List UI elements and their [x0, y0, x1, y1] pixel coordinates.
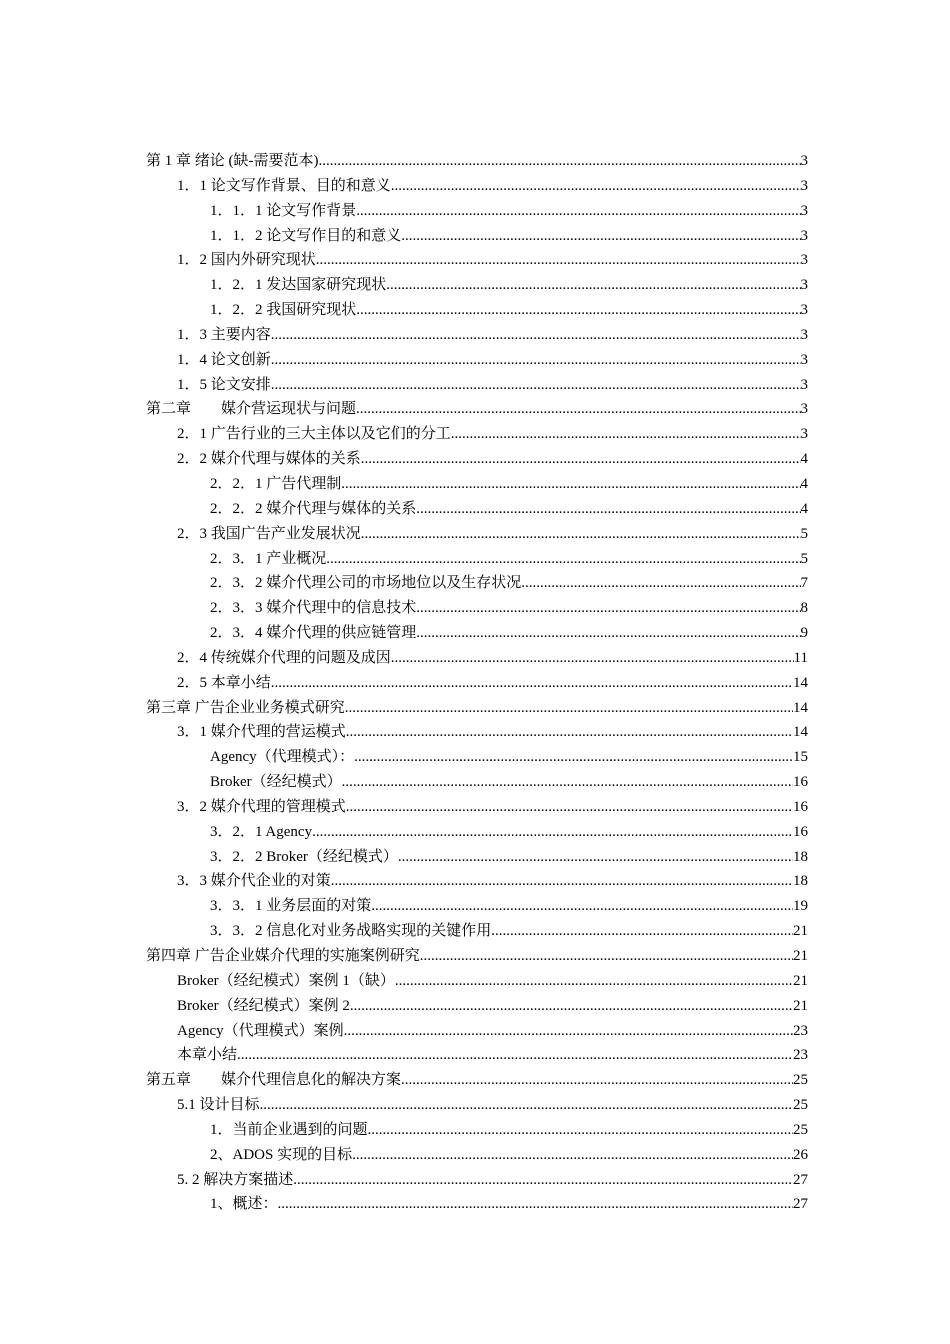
- toc-entry-title: 第 1 章 绪论 (缺-需要范本): [146, 153, 319, 169]
- toc-entry-page-number: 3: [800, 252, 808, 269]
- toc-entry-page-number: 3: [800, 177, 808, 194]
- toc-entry[interactable]: [146, 1093, 808, 1118]
- toc-entry[interactable]: [146, 894, 808, 919]
- toc-entry[interactable]: [146, 869, 808, 894]
- toc-dot-leader: [316, 248, 801, 273]
- toc-entry-title: 2．2．1 广告代理制: [210, 475, 342, 492]
- toc-entry-title: 2．3．1 产业概况: [210, 550, 327, 567]
- toc-dot-leader: [237, 1043, 793, 1068]
- toc-dot-leader: [354, 745, 793, 770]
- toc-dot-leader: [345, 696, 793, 721]
- toc-entry-title: 5.1 设计目标: [177, 1097, 260, 1114]
- toc-entry[interactable]: [146, 547, 808, 572]
- toc-dot-leader: [344, 1019, 793, 1044]
- toc-entry-title: 1．1．1 论文写作背景: [210, 202, 357, 219]
- toc-dot-leader: [346, 720, 793, 745]
- toc-entry[interactable]: [146, 472, 808, 497]
- toc-entry-page-number: 3: [800, 202, 808, 219]
- toc-entry[interactable]: [146, 248, 808, 273]
- toc-entry-page-number: 14: [793, 699, 808, 716]
- toc-entry[interactable]: [146, 1019, 808, 1044]
- toc-entry-page-number: 3: [800, 351, 808, 368]
- toc-entry-title: 1．当前企业遇到的问题: [210, 1121, 368, 1138]
- toc-entry-title: 2．4 传统媒介代理的问题及成因: [177, 649, 391, 666]
- toc-dot-leader: [391, 174, 801, 199]
- toc-entry-page-number: 16: [793, 798, 808, 815]
- toc-entry-title: 2．2．2 媒介代理与媒体的关系: [210, 500, 417, 517]
- toc-entry-title: 1．4 论文创新: [177, 351, 271, 368]
- toc-entry[interactable]: [146, 969, 808, 994]
- table-of-contents: [146, 149, 808, 1217]
- toc-entry-page-number: 23: [793, 1022, 808, 1039]
- toc-entry-page-number: 7: [800, 575, 808, 592]
- toc-entry-title: 1、概述：: [210, 1196, 278, 1213]
- toc-entry[interactable]: [146, 224, 808, 249]
- toc-entry-page-number: 21: [793, 972, 808, 989]
- toc-entry-title: 1．1．2 论文写作目的和意义: [210, 227, 402, 244]
- toc-entry-title: 2．3 我国广告产业发展状况: [177, 525, 361, 542]
- toc-entry-page-number: 14: [793, 724, 808, 741]
- toc-entry-page-number: 16: [793, 823, 808, 840]
- toc-entry-page-number: 3: [800, 426, 808, 443]
- toc-entry[interactable]: [146, 571, 808, 596]
- toc-dot-leader: [271, 373, 801, 398]
- toc-entry[interactable]: [146, 596, 808, 621]
- toc-entry-title: 1．2．2 我国研究现状: [210, 302, 357, 319]
- toc-entry-title: 3．3．1 业务层面的对策: [210, 898, 372, 915]
- toc-entry[interactable]: [146, 994, 808, 1019]
- toc-entry-page-number: 3: [800, 277, 808, 294]
- toc-entry-page-number: 9: [800, 625, 808, 642]
- toc-entry-page-number: 23: [793, 1047, 808, 1064]
- toc-entry-page-number: 27: [793, 1171, 808, 1188]
- toc-entry[interactable]: [146, 795, 808, 820]
- toc-dot-leader: [346, 795, 793, 820]
- toc-entry[interactable]: [146, 1068, 808, 1093]
- toc-entry-title: 2．1 广告行业的三大主体以及它们的分工: [177, 426, 451, 443]
- toc-entry-page-number: 25: [793, 1097, 808, 1114]
- toc-entry-page-number: 14: [793, 674, 808, 691]
- toc-entry-title: 2、ADOS 实现的目标: [210, 1146, 353, 1163]
- toc-dot-leader: [352, 1143, 793, 1168]
- toc-entry[interactable]: [146, 671, 808, 696]
- toc-dot-leader: [401, 1068, 793, 1093]
- toc-dot-leader: [521, 571, 800, 596]
- toc-entry[interactable]: [146, 373, 808, 398]
- toc-dot-leader: [398, 845, 793, 870]
- toc-entry[interactable]: [146, 720, 808, 745]
- toc-entry-title: 2．5 本章小结: [177, 674, 271, 691]
- toc-entry-page-number: 19: [793, 898, 808, 915]
- toc-entry-page-number: 18: [793, 873, 808, 890]
- toc-dot-leader: [420, 944, 793, 969]
- toc-dot-leader: [361, 522, 801, 547]
- toc-entry[interactable]: [146, 273, 808, 298]
- toc-dot-leader: [331, 869, 793, 894]
- toc-entry-title: Agency（代理模式）：: [210, 749, 355, 766]
- toc-entry-page-number: 16: [793, 774, 808, 791]
- toc-entry-title: 3．3．2 信息化对业务战略实现的关键作用: [210, 923, 492, 940]
- toc-dot-leader: [350, 994, 793, 1019]
- toc-dot-leader: [451, 422, 801, 447]
- toc-entry-title: 3．2．2 Broker（经纪模式）: [210, 848, 398, 865]
- toc-entry[interactable]: [146, 298, 808, 323]
- toc-entry-title: 3．3 媒介代企业的对策: [177, 873, 331, 890]
- toc-entry-page-number: 4: [800, 451, 808, 468]
- toc-entry-page-number: 3: [800, 401, 808, 418]
- toc-entry-page-number: 3: [800, 326, 808, 343]
- toc-entry-page-number: 21: [793, 997, 808, 1014]
- toc-dot-leader: [386, 273, 800, 298]
- toc-entry-page-number: 25: [793, 1121, 808, 1138]
- toc-entry-page-number: 5: [800, 550, 808, 567]
- toc-dot-leader: [416, 621, 800, 646]
- toc-entry[interactable]: [146, 1143, 808, 1168]
- toc-dot-leader: [271, 348, 801, 373]
- toc-dot-leader: [356, 298, 800, 323]
- toc-dot-leader: [401, 224, 800, 249]
- toc-entry-title: 3．2 媒介代理的管理模式: [177, 798, 346, 815]
- toc-dot-leader: [260, 1093, 793, 1118]
- toc-dot-leader: [416, 596, 800, 621]
- toc-entry-title: 1．2．1 发达国家研究现状: [210, 277, 387, 294]
- toc-entry[interactable]: [146, 845, 808, 870]
- toc-entry[interactable]: [146, 149, 808, 174]
- toc-entry[interactable]: [146, 944, 808, 969]
- toc-entry-page-number: 3: [800, 227, 808, 244]
- toc-entry[interactable]: [146, 397, 808, 422]
- toc-entry-title: 2．3．4 媒介代理的供应链管理: [210, 625, 417, 642]
- toc-entry-title: Broker（经纪模式）案例 2: [177, 997, 350, 1014]
- toc-entry[interactable]: [146, 497, 808, 522]
- toc-entry-page-number: 4: [800, 500, 808, 517]
- toc-entry-page-number: 8: [800, 600, 808, 617]
- toc-dot-leader: [356, 397, 800, 422]
- toc-entry-page-number: 21: [793, 948, 808, 964]
- toc-entry[interactable]: [146, 174, 808, 199]
- toc-dot-leader: [312, 820, 793, 845]
- toc-entry-page-number: 11: [793, 649, 808, 666]
- toc-entry-title: 3．2．1 Agency: [210, 823, 313, 840]
- toc-entry-title: 2．2 媒介代理与媒体的关系: [177, 451, 361, 468]
- toc-entry-page-number: 25: [793, 1072, 808, 1089]
- toc-entry[interactable]: [146, 1043, 808, 1068]
- toc-entry-title: 第五章 媒介代理信息化的解决方案: [146, 1072, 402, 1089]
- toc-dot-leader: [278, 1192, 793, 1217]
- toc-dot-leader: [293, 1168, 793, 1193]
- toc-entry-page-number: 26: [793, 1146, 808, 1163]
- toc-entry[interactable]: [146, 646, 808, 671]
- toc-dot-leader: [491, 919, 793, 944]
- toc-entry[interactable]: [146, 770, 808, 795]
- toc-entry[interactable]: [146, 621, 808, 646]
- toc-entry[interactable]: [146, 199, 808, 224]
- toc-entry-page-number: 4: [800, 475, 808, 492]
- toc-entry-title: 第四章 广告企业媒介代理的实施案例研究: [146, 948, 420, 964]
- toc-entry-title: 3．1 媒介代理的营运模式: [177, 724, 346, 741]
- toc-entry-page-number: 27: [793, 1196, 808, 1213]
- toc-dot-leader: [319, 149, 801, 174]
- toc-entry-page-number: 3: [800, 302, 808, 319]
- toc-entry[interactable]: [146, 696, 808, 721]
- toc-entry[interactable]: [146, 323, 808, 348]
- toc-entry-title: 5. 2 解决方案描述: [177, 1171, 294, 1188]
- toc-entry[interactable]: [146, 1168, 808, 1193]
- toc-dot-leader: [271, 671, 793, 696]
- toc-entry-page-number: 3: [800, 153, 808, 169]
- toc-dot-leader: [416, 497, 800, 522]
- toc-dot-leader: [342, 770, 793, 795]
- toc-entry-title: Agency（代理模式）案例: [177, 1022, 344, 1039]
- toc-entry-title: 第三章 广告企业业务模式研究: [146, 699, 345, 716]
- toc-dot-leader: [361, 447, 801, 472]
- toc-entry[interactable]: [146, 919, 808, 944]
- toc-dot-leader: [395, 969, 793, 994]
- toc-entry-page-number: 18: [793, 848, 808, 865]
- toc-entry-title: 2．3．3 媒介代理中的信息技术: [210, 600, 417, 617]
- toc-entry[interactable]: [146, 348, 808, 373]
- toc-entry[interactable]: [146, 447, 808, 472]
- toc-dot-leader: [271, 323, 801, 348]
- toc-entry[interactable]: [146, 745, 808, 770]
- toc-dot-leader: [368, 1118, 793, 1143]
- toc-entry-page-number: 15: [793, 749, 808, 766]
- toc-entry-title: 1．3 主要内容: [177, 326, 271, 343]
- toc-entry-page-number: 3: [800, 376, 808, 393]
- toc-entry-title: Broker（经纪模式）: [210, 774, 342, 791]
- toc-entry-title: Broker（经纪模式）案例 1（缺）: [177, 972, 395, 989]
- toc-entry[interactable]: [146, 422, 808, 447]
- toc-entry-page-number: 5: [800, 525, 808, 542]
- toc-entry-title: 本章小结: [177, 1047, 238, 1064]
- toc-dot-leader: [356, 199, 800, 224]
- toc-entry[interactable]: [146, 1118, 808, 1143]
- toc-dot-leader: [341, 472, 800, 497]
- toc-entry[interactable]: [146, 1192, 808, 1217]
- toc-entry-title: 1．2 国内外研究现状: [177, 252, 316, 269]
- toc-dot-leader: [391, 646, 794, 671]
- toc-entry-page-number: 21: [793, 923, 808, 940]
- toc-dot-leader: [371, 894, 793, 919]
- toc-entry-title: 1．5 论文安排: [177, 376, 271, 393]
- toc-dot-leader: [326, 547, 800, 572]
- toc-entry-title: 第二章 媒介营运现状与问题: [146, 401, 357, 418]
- toc-entry[interactable]: [146, 820, 808, 845]
- toc-entry-title: 1．1 论文写作背景、目的和意义: [177, 177, 391, 194]
- toc-entry[interactable]: [146, 522, 808, 547]
- toc-entry-title: 2．3．2 媒介代理公司的市场地位以及生存状况: [210, 575, 522, 592]
